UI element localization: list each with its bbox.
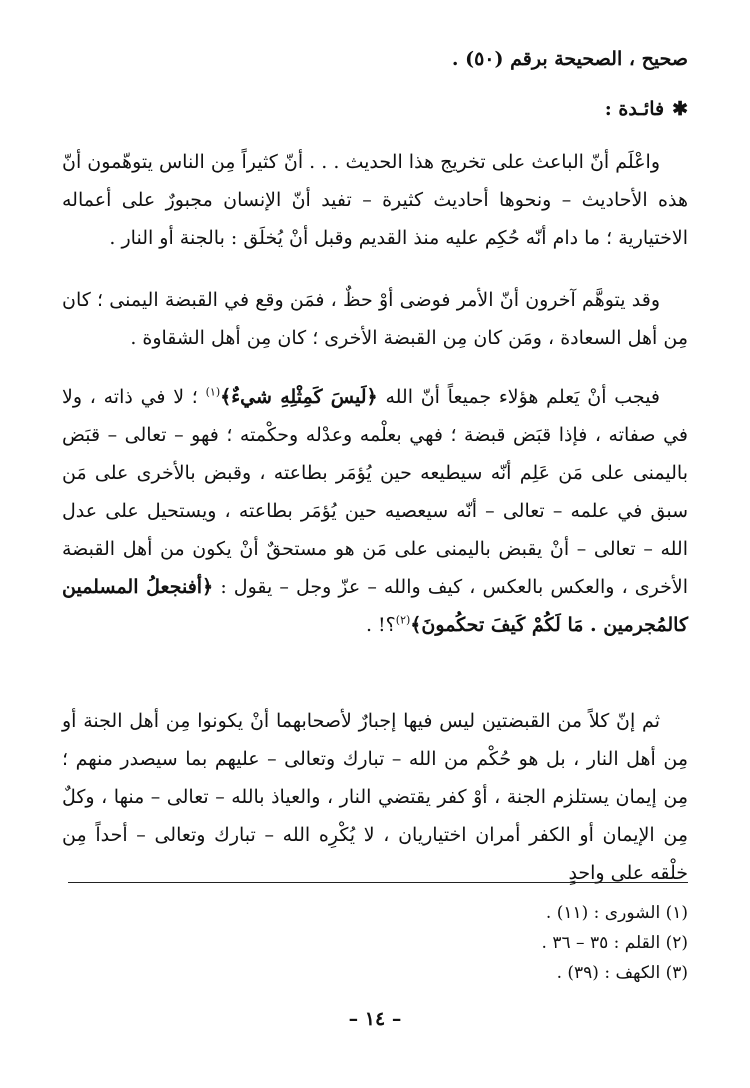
star-icon: ✱	[672, 98, 688, 120]
footnote-3: (٣) الكهف : (٣٩) .	[556, 963, 688, 983]
quran-quote-1: ﴿لَيسَ كَمِثْلِهِ شيءٌ﴾	[220, 386, 378, 408]
paragraph-2: وقد يتوهَّم آخرون أنّ الأمر فوضى أوْ حظٌ ، فمَن وقع في القبضة اليمنى ؛ كان مِن أهل السعادة ، ومَن كان مِن القبضة الأخرى ؛ كان مِن أهل الشقاوة .	[62, 289, 688, 349]
header-line: صحيح ، الصحيحة برقم (٥٠) .	[451, 48, 688, 70]
footnotes	[68, 898, 688, 988]
section-heading	[62, 94, 688, 124]
paragraph-3	[62, 378, 688, 644]
footnote-2: (٢) القلم : ٣٥ – ٣٦ .	[541, 933, 688, 953]
quran-quote-2: ﴿أفنجعلُ المسلمين كالمُجرمين . مَا لَكُمْ كَيفَ تحكُمونَ﴾	[62, 576, 688, 636]
footnote-ref-1: (١)	[205, 385, 221, 399]
footnote-divider	[68, 882, 688, 883]
footnote-ref-2: (٢)	[395, 613, 411, 627]
section-heading-label: فائـدة :	[604, 98, 665, 120]
paragraph-4: ثم إنّ كلاً من القبضتين ليس فيها إجبارٌ لأصحابهما أنْ يكونوا مِن أهل الجنة أو مِن أهل النار ، بل هو حُكْم من الله – تبارك وتعالى – عليهم بما سيصدر منهم ؛ مِن إيمان يستلزم الجنة ، أوْ كفر يقتضي النار ، والعياذ بالله – تعالى – منها ، وكلٌ مِن الإيمان أو الكفر أمران اختياريان ، لا يُكْرِه الله – تبارك وتعالى – أحداً مِن خلْقه على واحدٍ	[62, 710, 688, 884]
paragraph-3-ending: ؟! .	[365, 614, 396, 636]
paragraph-3-body: ؛ لا في ذاته ، ولا في صفاته ، فإذا قبَض قبضة ؛ فهي بعلْمه وعدْله وحكْمته ؛ فهو – تعالى – قبَض باليمنى على مَن عَلِم أنّه سيطيعه حين يُؤمَر بطاعته ، وقبض بالأخرى على مَن سبق في علمه – تعالى – أنّه سيعصيه حين يُؤمَر بطاعته ، ويستحيل على عدل الله – تعالى – أنْ يقبض باليمنى على مَن هو مستحقٌ أنْ يكون من أهل القبضة الأخرى ، والعكس بالعكس ، كيف والله – عزّ وجل – يقول :	[62, 386, 689, 598]
footnote-1: (١) الشورى : (١١) .	[545, 903, 688, 923]
page-number: – ١٤ –	[348, 1008, 402, 1030]
paragraph-1: واعْلَم أنّ الباعث على تخريج هذا الحديث . . . أنّ كثيراً مِن الناس يتوهّمون أنّ هذه الأحاديث – ونحوها أحاديث كثيرة – تفيد أنّ الإنسان مجبورٌ على أعماله الاختيارية ؛ ما دام أنّه حُكِم عليه منذ القديم وقبل أنْ يُخلَق : بالجنة أو النار .	[62, 151, 688, 249]
paragraph-3-intro: فيجب أنْ يَعلم هؤلاء جميعاً أنّ الله	[385, 386, 661, 408]
